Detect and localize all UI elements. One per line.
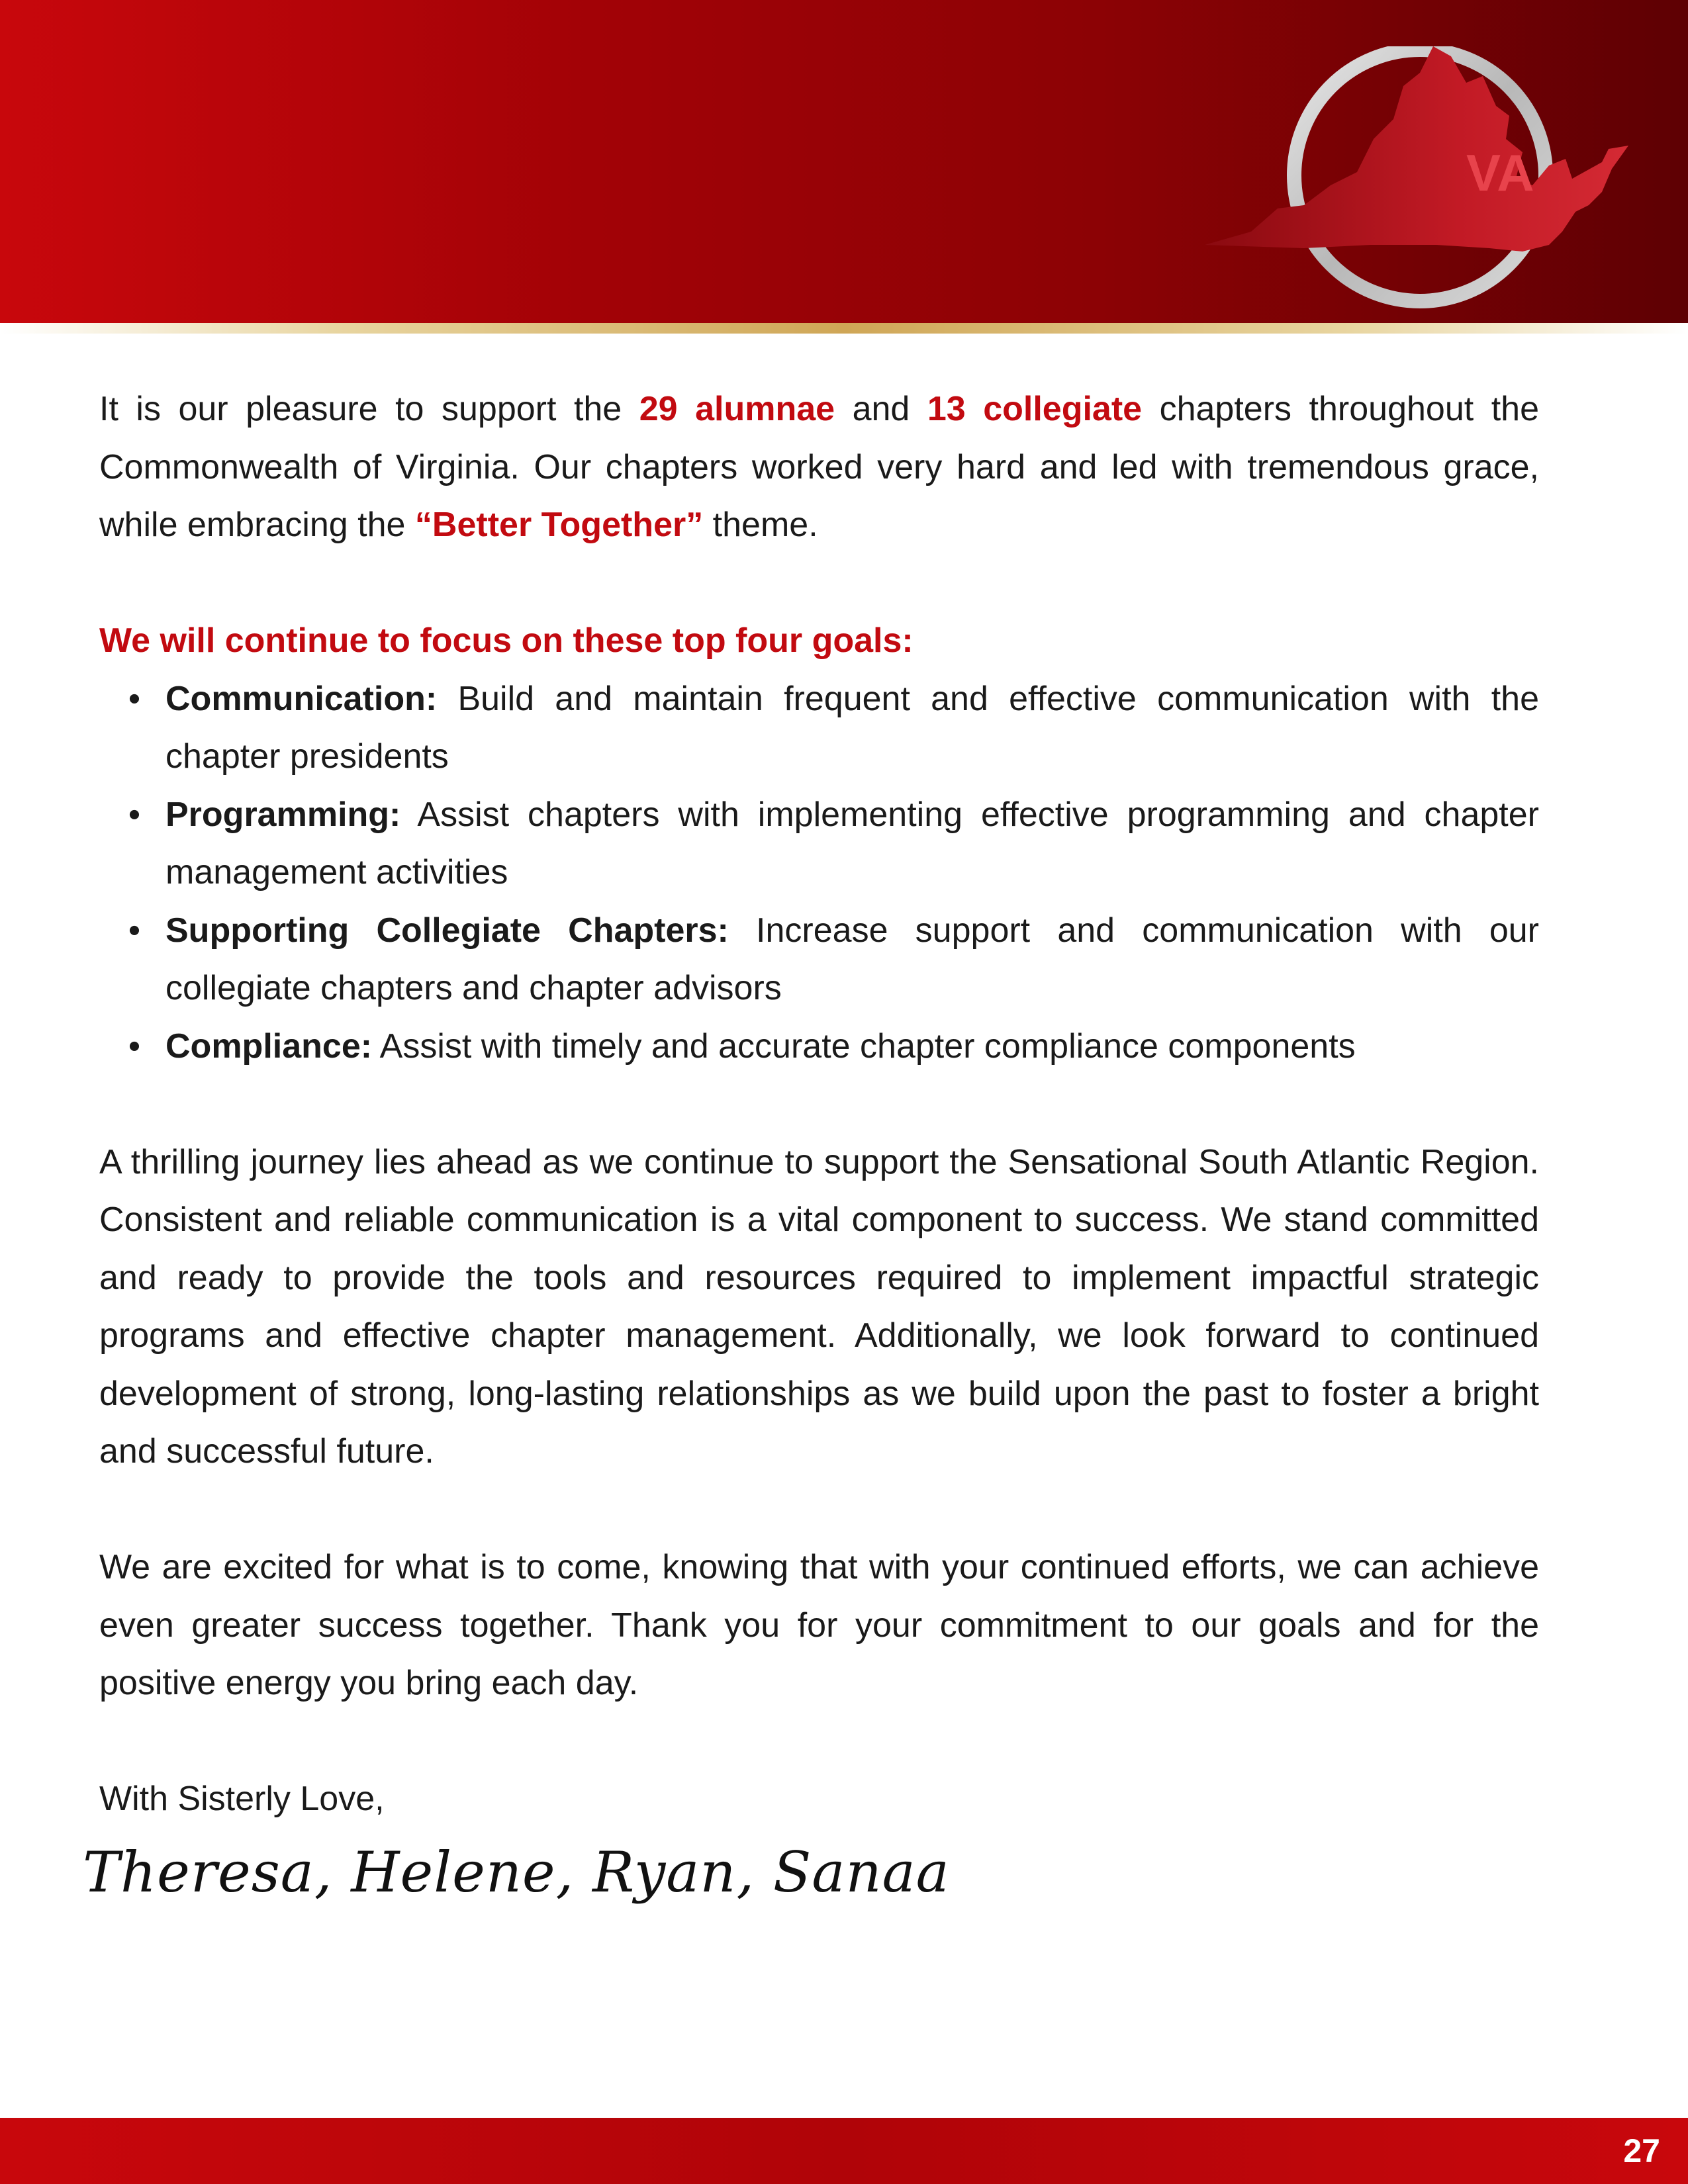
letter-body — [99, 381, 1539, 1829]
bullet-icon: • — [128, 911, 141, 950]
intro-text-4: theme. — [703, 506, 818, 544]
goal-text: Assist with timely and accurate chapter compliance components — [372, 1026, 1356, 1066]
goal-text: Build and maintain frequent and effective communication with the chapter presidents — [165, 679, 1539, 776]
virginia-state-shape — [1205, 46, 1628, 251]
journey-paragraph: A thrilling journey lies ahead as we continue to support the Sensational South Atlantic Region. Consistent and reliable communication is a vital component to success. We stand committed and ready to provide the tools and resources required to implement impactful strategic programs and effective chapter management. Additionally, we look forward to continued development of strong, long-lasting relationships as we build upon the past to foster a bright and successful future. — [99, 1142, 1539, 1471]
goal-text: Assist chapters with implementing effective programming and chapter management activities — [165, 795, 1539, 891]
goal-item — [128, 786, 1539, 902]
intro-text-3: chapters throughout the Commonwealth of Virginia. Our chapters worked very hard and led with tremendous grace, while embracing the — [99, 390, 1539, 544]
goal-title: Supporting Collegiate Chapters: — [165, 911, 729, 950]
page-footer — [0, 2118, 1688, 2184]
alumnae-count: 29 alumnae — [639, 390, 835, 428]
intro-paragraph — [99, 381, 1539, 555]
theme-name: “Better Together” — [414, 506, 704, 544]
goals-list — [99, 670, 1539, 1076]
bullet-icon: • — [128, 795, 141, 834]
goal-item — [128, 670, 1539, 786]
intro-text-1: It is our pleasure to support the — [99, 390, 639, 428]
goals-heading: We will continue to focus on these top four goals: — [99, 621, 914, 660]
bullet-icon: • — [128, 679, 141, 718]
excitement-paragraph: We are excited for what is to come, knowing that with your continued efforts, we can achieve even greater success together. Thank you for your commitment to our goals and for the positive energy you bring each day. — [99, 1548, 1539, 1702]
bullet-icon: • — [128, 1026, 141, 1066]
virginia-map-emblem — [1205, 46, 1655, 324]
goal-title: Communication: — [165, 679, 438, 718]
signature: Theresa, Helene, Ryan, Sanaa — [83, 1840, 950, 1905]
closing-line: With Sisterly Love, — [99, 1780, 385, 1818]
goal-title: Programming: — [165, 795, 401, 834]
emblem-va-text: VA — [1466, 144, 1534, 202]
goal-title: Compliance: — [165, 1026, 373, 1066]
goal-item — [128, 902, 1539, 1018]
page-number: 27 — [1623, 2132, 1660, 2169]
intro-text-2: and — [835, 390, 927, 428]
goal-text: Increase support and communication with our collegiate chapters and chapter advisors — [165, 911, 1539, 1007]
collegiate-count: 13 collegiate — [927, 390, 1143, 428]
goal-item — [128, 1018, 1539, 1076]
header-gold-divider — [0, 323, 1688, 334]
